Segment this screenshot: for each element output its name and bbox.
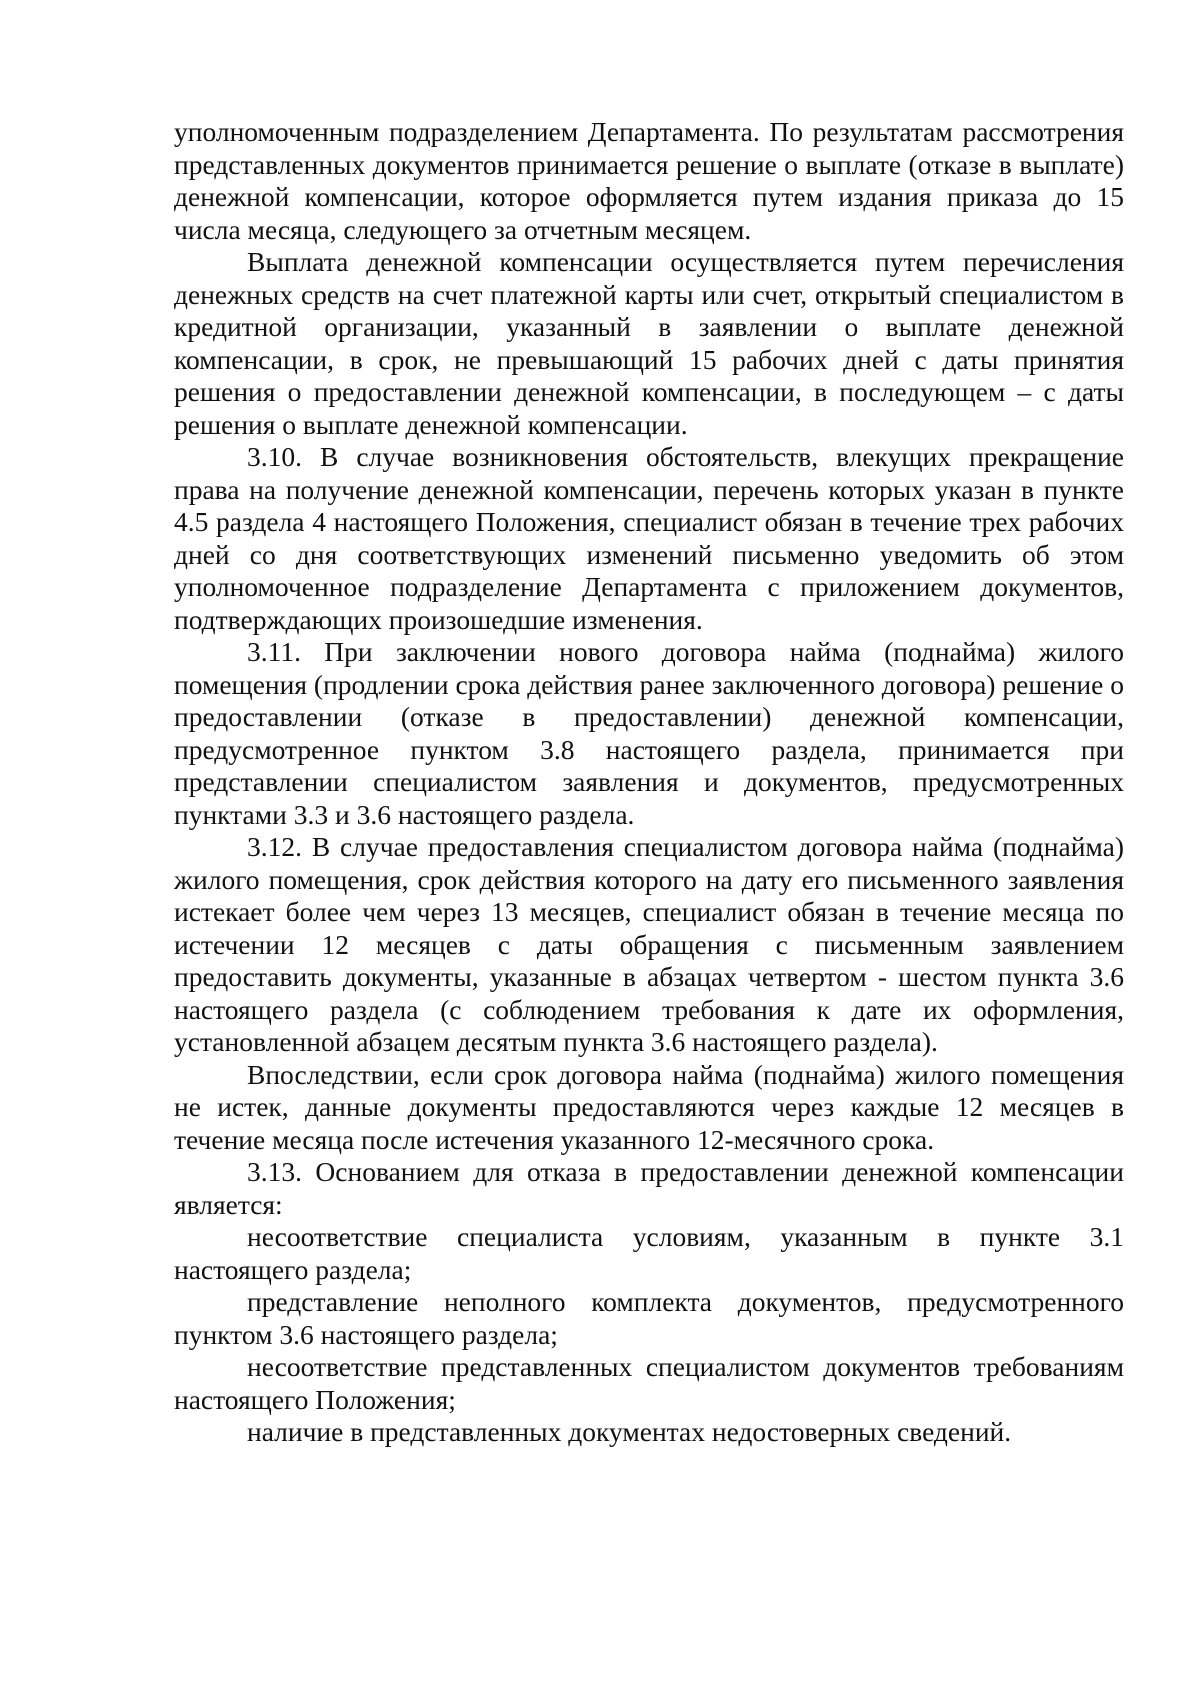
- paragraph-subsequently: Впоследствии, если срок договора найма (поднайма) жилого помещения не истек, данные документы предоставляются через каждые 12 месяцев в течение месяца после истечения указанного 12-месячного срока.: [174, 1058, 1124, 1155]
- paragraph-payment: Выплата денежной компенсации осуществляется путем перечисления денежных средств на счет платежной карты или счет, открытый специалистом в кредитной организации, указанный в заявлении о выплате денежной компенсации, в срок, не превышающий 15 рабочих дней с даты принятия решения о предоставлении денежной компенсации, в последующем – с даты решения о выплате денежной компенсации.: [174, 246, 1124, 440]
- list-item-refusal-3: несоответствие представленных специалистом документов требованиям настоящего Положения;: [174, 1351, 1124, 1415]
- document-page: [174, 116, 1124, 1449]
- paragraph-3-10: 3.10. В случае возникновения обстоятельств, влекущих прекращение права на получение денежной компенсации, перечень которых указан в пункте 4.5 раздела 4 настоящего Положения, специалист обязан в течение трех рабочих дней со дня соответствующих изменений письменно уведомить об этом уполномоченное подразделение Департамента с приложением документов, подтверждающих произошедшие изменения.: [174, 441, 1124, 635]
- paragraph-3-13: 3.13. Основанием для отказа в предоставлении денежной компенсации является:: [174, 1156, 1124, 1220]
- list-item-refusal-4: наличие в представленных документах недостоверных сведений.: [247, 1416, 1012, 1447]
- paragraph-3-12: 3.12. В случае предоставления специалистом договора найма (поднайма) жилого помещения, срок действия которого на дату его письменного заявления истекает более чем через 13 месяцев, специалист обязан в течение месяца по истечении 12 месяцев с даты обращения с письменным заявлением предоставить документы, указанные в абзацах четвертом - шестом пункта 3.6 настоящего раздела (с соблюдением требования к дате их оформления, установленной абзацем десятым пункта 3.6 настоящего раздела).: [174, 831, 1124, 1057]
- paragraph-continuation: уполномоченным подразделением Департамента. По результатам рассмотрения представленных документов принимается решение о выплате (отказе в выплате) денежной компенсации, которое оформляется путем издания приказа до 15 числа месяца, следующего за отчетным месяцем.: [174, 116, 1124, 245]
- list-item-refusal-2: представление неполного комплекта документов, предусмотренного пунктом 3.6 настоящего раздела;: [174, 1286, 1124, 1350]
- paragraph-3-11: 3.11. При заключении нового договора найма (поднайма) жилого помещения (продлении срока действия ранее заключенного договора) решение о предоставлении (отказе в предоставлении) денежной компенсации, предусмотренное пунктом 3.8 настоящего раздела, принимается при представлении специалистом заявления и документов, предусмотренных пунктами 3.3 и 3.6 настоящего раздела.: [174, 636, 1124, 830]
- list-item-refusal-1: несоответствие специалиста условиям, указанным в пункте 3.1 настоящего раздела;: [174, 1221, 1124, 1285]
